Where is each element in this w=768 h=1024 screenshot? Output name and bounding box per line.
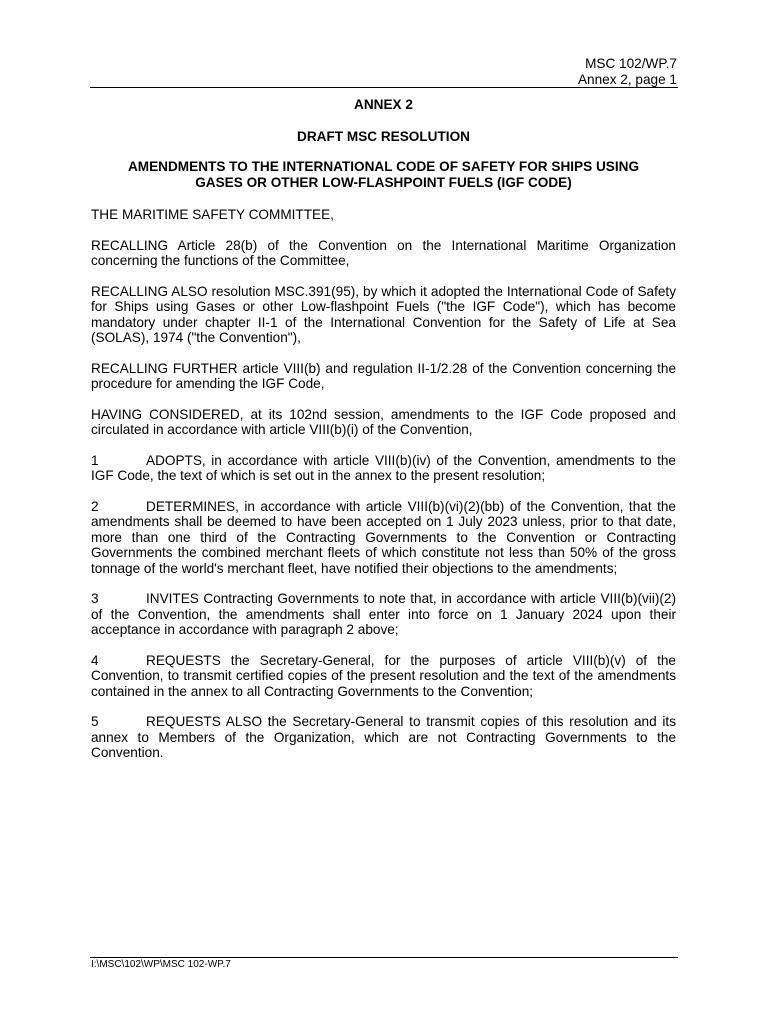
page-reference: Annex 2, page 1 bbox=[577, 72, 677, 87]
header-divider bbox=[90, 87, 678, 88]
operative-paragraph-4 bbox=[91, 653, 676, 700]
paragraph-number: 1 bbox=[91, 452, 99, 468]
paragraph-text: REQUESTS ALSO the Secretary-General to transmit copies of this resolution and its annex to Members of the Organization, which are not Contracting Governments to the Convention. bbox=[91, 714, 676, 760]
operative-paragraph-3 bbox=[91, 591, 676, 638]
operative-paragraph-2 bbox=[91, 499, 676, 577]
amendments-title bbox=[91, 159, 676, 190]
paragraph-number: 2 bbox=[91, 498, 99, 514]
footer-divider bbox=[90, 957, 678, 958]
draft-resolution-title: DRAFT MSC RESOLUTION bbox=[297, 128, 470, 144]
operative-paragraph-1 bbox=[91, 453, 676, 484]
paragraph-number: 3 bbox=[91, 591, 99, 606]
preamble-recalling: RECALLING Article 28(b) of the Convention on the International Maritime Organization concerning the functions of the Committee, bbox=[91, 237, 676, 268]
page-header bbox=[578, 56, 677, 88]
footer-file-path: I:\MSC\102\WP\MSC 102-WP.7 bbox=[91, 959, 231, 970]
paragraph-text: DETERMINES, in accordance with article VIII(b)(vi)(2)(bb) of the Convention, that the amendments shall be deemed to have been accepted on 1 July 2023 unless, prior to that date, more than one third of the Contracting Governments to the Convention or Contracting Governments the combined merchant fleets of which constitute not less than 50% of the gross tonnage of the world's merchant fleet, have notified their objections to the amendments; bbox=[91, 498, 676, 576]
paragraph-number: 5 bbox=[91, 714, 99, 729]
resolution-body bbox=[91, 97, 676, 761]
amendments-title-line-2: GASES OR OTHER LOW-FLASHPOINT FUELS (IGF CODE) bbox=[195, 174, 572, 190]
annex-title: ANNEX 2 bbox=[354, 97, 413, 112]
document-reference: MSC 102/WP.7 bbox=[585, 56, 677, 71]
paragraph-text: REQUESTS the Secretary-General, for the purposes of article VIII(b)(v) of the Convention, to transmit certified copies of the present resolution and the text of the amendments contained in the annex to all Contracting Governments to the Convention; bbox=[91, 652, 676, 699]
preamble-having-considered: HAVING CONSIDERED, at its 102nd session, amendments to the IGF Code proposed and circulated in accordance with article VIII(b)(i) of the Convention, bbox=[91, 406, 676, 437]
amendments-title-line-1: AMENDMENTS TO THE INTERNATIONAL CODE OF SAFETY FOR SHIPS USING bbox=[127, 159, 640, 174]
paragraph-number: 4 bbox=[91, 652, 99, 668]
preamble-recalling-further: RECALLING FURTHER article VIII(b) and regulation II-1/2.28 of the Convention concerning the procedure for amending the IGF Code, bbox=[91, 360, 676, 391]
operative-paragraph-5 bbox=[91, 714, 676, 761]
committee-heading: THE MARITIME SAFETY COMMITTEE, bbox=[91, 207, 334, 222]
paragraph-text: INVITES Contracting Governments to note that, in accordance with article VIII(b)(vii)(2) of the Convention, the amendments shall enter into force on 1 January 2024 upon their acceptance in accordance with paragraph 2 above; bbox=[91, 591, 676, 637]
paragraph-text: ADOPTS, in accordance with article VIII(b)(iv) of the Convention, amendments to the IGF Code, the text of which is set out in the annex to the present resolution; bbox=[91, 452, 676, 483]
preamble-recalling-also: RECALLING ALSO resolution MSC.391(95), by which it adopted the International Code of Safety for Ships using Gases or other Low-flashpoint Fuels ("the IGF Code"), which has become mandatory under chapter II-1 of the International Convention for the Safety of Life at Sea (SOLAS), 1974 ("the Convention"), bbox=[91, 283, 676, 345]
